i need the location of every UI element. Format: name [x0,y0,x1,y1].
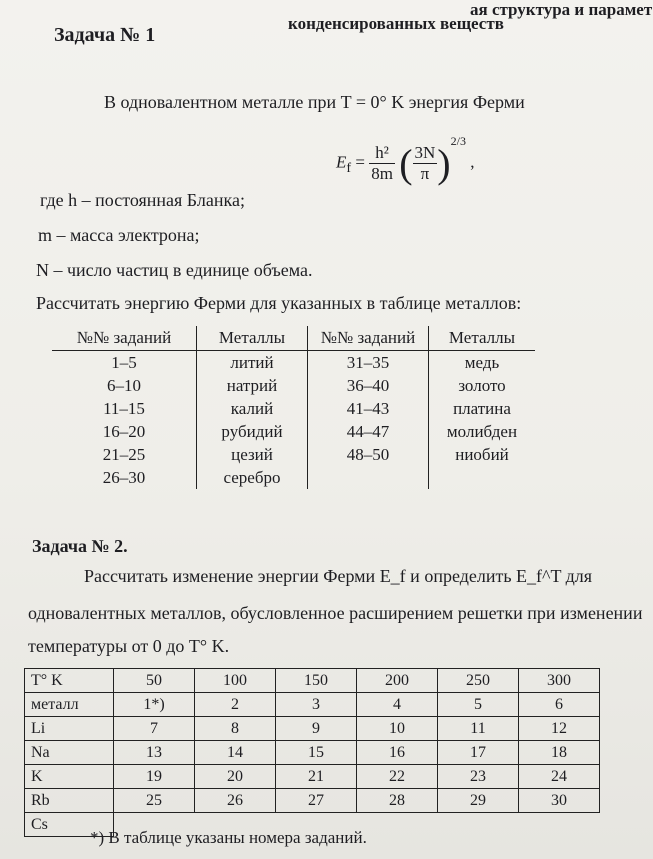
metal-name: Rb [25,789,114,813]
table-cell: молибден [429,420,536,443]
table-cell: 14 [195,741,276,765]
metal-name: Na [25,741,114,765]
table-row [25,765,600,789]
table-cell: 7 [114,717,195,741]
temp-150: 150 [276,669,357,693]
table-cell: 13 [114,741,195,765]
table-cell: 8 [195,717,276,741]
frac2-num: 3N [414,143,436,162]
table-cell: 19 [114,765,195,789]
table-row [52,420,535,443]
table-cell: 26–30 [102,467,146,487]
table-cell: 22 [357,765,438,789]
task1-instruction: Рассчитать энергию Ферми для указанных в таблице металлов: [36,293,522,313]
table-cell: золото [429,374,536,397]
table-cell: 12 [519,717,600,741]
table-cell: рубидий [197,420,308,443]
temp-300: 300 [519,669,600,693]
metals-table-header [52,326,535,351]
table-row [52,397,535,420]
table-cell: 10 [357,717,438,741]
table-cell: 16 [357,741,438,765]
table-cell: 18 [519,741,600,765]
table-cell: 26 [195,789,276,813]
temp-header-label: T° K [25,669,114,693]
table-row [52,351,535,375]
table-cell: литий [197,351,308,375]
table-row [25,717,600,741]
metals-table [52,326,535,489]
table-cell: 9 [276,717,357,741]
table-cell: 28 [357,789,438,813]
table-cell [429,466,536,489]
metal-label: металл [25,693,114,717]
temperature-table [24,668,600,837]
metal-name: K [25,765,114,789]
table-cell: калий [197,397,308,420]
table-cell: 29 [438,789,519,813]
frac2-den: π [420,164,430,183]
table-cell: 44–47 [308,420,429,443]
table-cell: 11 [438,717,519,741]
table-cell: 1–5 [111,352,137,372]
table-cell: ниобий [429,443,536,466]
table-cell: 16–20 [102,421,146,441]
frac1-den: 8m [371,164,393,183]
table-cell: 41–43 [308,397,429,420]
table-cell: 20 [195,765,276,789]
running-header-line2: конденсированных веществ [288,14,504,33]
formula-frac2 [413,143,438,184]
formula-lhs: E [336,152,347,172]
temp-100: 100 [195,669,276,693]
table-cell: 1*) [114,693,195,717]
table-cell: 36–40 [308,374,429,397]
table-cell: 2 [195,693,276,717]
task2-line3: температуры от 0 до T° K. [28,636,230,656]
temperature-header-row [25,669,600,693]
col-task-numbers-1: №№ заданий [52,326,197,351]
table-cell: 6 [519,693,600,717]
formula-frac1 [369,143,395,184]
metal-label-row [25,693,600,717]
table-cell: платина [429,397,536,420]
table-cell: 24 [519,765,600,789]
table-cell: 6–10 [107,375,141,395]
running-header-line1: ая структура и парамет [470,0,653,19]
table-cell: 25 [114,789,195,813]
table-cell [308,466,429,489]
definition-h: где h – постоянная Бланка; [40,190,245,210]
metal-name: Cs [25,813,114,837]
definition-N: N – число частиц в единице объема. [36,260,313,280]
table-cell: 21–25 [102,444,146,464]
table-cell: 17 [438,741,519,765]
table-row [25,741,600,765]
frac1-num: h² [369,143,395,164]
table-cell: 31–35 [308,351,429,375]
table-row [52,466,535,489]
table-cell: 11–15 [103,398,145,418]
paren-close: ) [437,141,451,186]
footnote: *) В таблице указаны номера заданий. [90,828,367,847]
temp-250: 250 [438,669,519,693]
table-cell: 21 [276,765,357,789]
table-cell: 30 [519,789,600,813]
table-row [52,374,535,397]
table-cell: 15 [276,741,357,765]
task2-line1: Рассчитать изменение энергии Ферми E_f и определить E_f^T для [84,566,593,586]
formula-tail: , [470,152,475,172]
metal-name: Li [25,717,114,741]
task1-title: Задача № 1 [54,24,156,46]
col-metals-2: Металлы [429,326,536,351]
task1-intro: В одновалентном металле при T = 0° K энергия Ферми [104,92,525,112]
formula-eq: = [355,152,365,172]
fermi-formula [336,134,475,187]
table-cell: медь [429,351,536,375]
table-cell: 3 [276,693,357,717]
table-cell: 48–50 [308,443,429,466]
temp-200: 200 [357,669,438,693]
paren-open: ( [399,141,413,186]
formula-lhs-sub: f [346,159,352,176]
col-task-numbers-2: №№ заданий [308,326,429,351]
col-metals-1: Металлы [197,326,308,351]
table-row [25,789,600,813]
task2-title: Задача № 2. [32,536,128,556]
task2-line2: одновалентных металлов, обусловленное расширением решетки при изменении [28,603,643,623]
table-cell: цезий [197,443,308,466]
table-cell: 5 [438,693,519,717]
formula-exponent: 2/3 [450,134,466,148]
table-cell: 27 [276,789,357,813]
definition-m: m – масса электрона; [38,225,200,245]
table-row [52,443,535,466]
table-cell: натрий [197,374,308,397]
table-cell: 23 [438,765,519,789]
temp-50: 50 [114,669,195,693]
table-cell: 4 [357,693,438,717]
table-cell: серебро [197,466,308,489]
